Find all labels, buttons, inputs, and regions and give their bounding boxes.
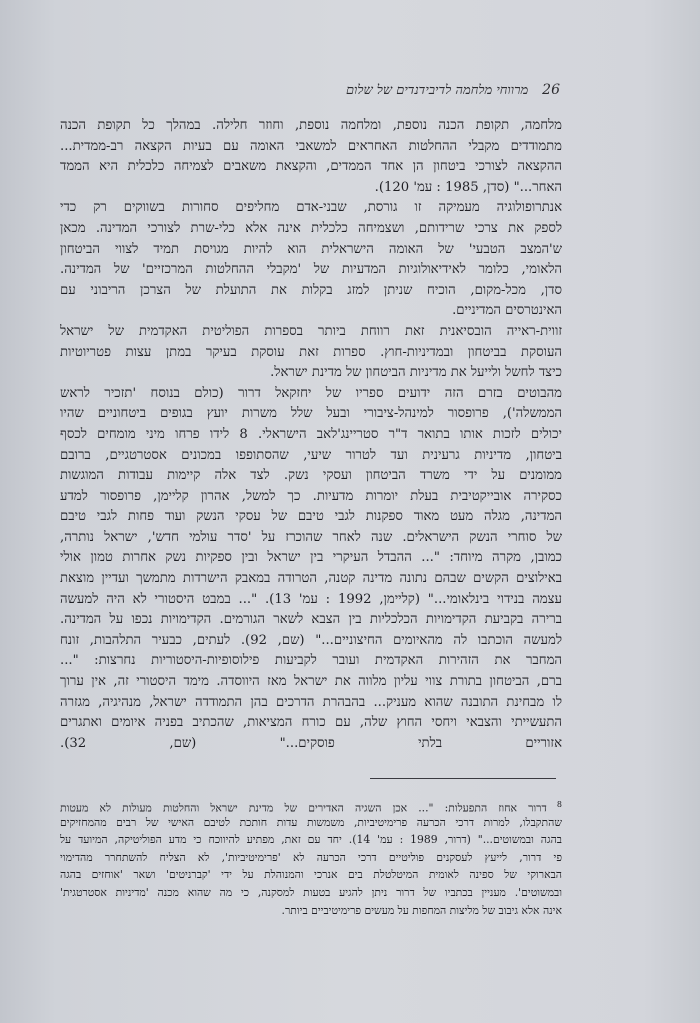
text-line: סדן, מכל-מקום, הוכיח שניתן למזג בקלות את התועלת של הצרכן הריבוני עם [60, 282, 562, 298]
footnote-line: הבארוקי של ספינה לאומית המיטלטלת בים אנרכי והמנוהלת על ידי 'קברניטים' ושאר 'אוחזים בהגה [60, 868, 562, 882]
footnote [60, 796, 562, 919]
text-line: העוסקת בביטחון ובמדיניות-חוץ. ספרות זאת עוסקת בעיקר במתן עצות פטריוטיות [60, 344, 562, 360]
text-line: מלחמה, תקופת הכנה נוספת, ומלחמה נוספת, וחוזר חלילה. במהלך כל תקופת הכנה [60, 118, 562, 133]
text-line: כסקירה אובייקטיבית בעלת יומרות מדעיות. כך למשל, אהרון קליימן, פרופסור למדע [60, 488, 562, 504]
text-line: לספק את צרכי שרידותם, ושצמיחה כלכלית אינה אלא כלי-שרת לצורכי המדינה. מכאן [60, 220, 562, 236]
footnote-line: בהגה ובמשוטים..." (דרור, 1989 : עמ' 14). יחד עם זאת, מפתיע להיווכח כי מדע הפוליטיקה, המיועד על [60, 833, 562, 847]
text-line: ההקצאה לצורכי ביטחון הן אחד הממדים, והקצאת משאבים לצמיחה כלכלית היא הממד [60, 159, 562, 175]
text-line: אנתרופולוגיה מעמיקה זו גורסת, שבני-אדם מחליפים סחורות בשווקים רק כדי [60, 200, 562, 216]
body-text [60, 116, 562, 754]
text-line: של סוחרי הנשק הישראלים. שנה לאחר שהוכרז על 'סדר עולמי חדש', ישראל נותרה, [60, 529, 562, 545]
text-line: זווית-ראייה הובסיאנית זאת רווחת ביותר בספרות הפוליטית האקדמית של ישראל [60, 323, 562, 339]
text-line: ברם, הביטחון בתורת צווי עליון מלווה את ישראל מאז היווסדה. מימד היסטורי זה, אין ערוך [60, 674, 562, 690]
text-line: מתמודדים מקבלי ההחלטות האחראים למשאבי האומה עם בעיות הקצאה רב-ממדית... [60, 138, 562, 154]
text-line: האינטרסים המדיניים. [452, 303, 562, 319]
text-line: עצמה בנידוי בינלאומי..." (קליימן, 1992 : עמ' 13). "... במבט היסטורי לא היה למעשה [60, 591, 562, 607]
footnote-line: פי דרור, לייעץ לעסקנים פוליטיים דרכי הכרעה לא 'פרימיטיביות', לא הצליח להשתחרר מהדימוי [60, 850, 562, 864]
text-line: מהבוטים בזרם הזה ידועים ספריו של יחזקאל דרור (כולם בנוסח 'תזכיר לראש [60, 385, 562, 401]
text-line: ביטחון, מדיניות גרעינית ועד לטרור שיעי, שהסתופפו במכונים אסטרטגיים, ברובם [60, 447, 562, 463]
text-line: הלאומי, כלומר לאידיאולוגיות המדעיות של 'מקבלי ההחלטות המרכזיים' של המדינה. [60, 262, 562, 278]
footnote-line: ובמשוטים'. מעניין בכתביו של דרור ניתן להגיע בטעות למסקנה, כי מה שהוא מכנה 'מדיניות אסטרטגית' [60, 885, 562, 899]
text-line: ש'המצב הטבעי' של האומה הישראלית הוא להיות מגויסת תמיד לצווי הביטחון [60, 241, 562, 257]
footnote-separator [370, 778, 556, 779]
text-line: באילוצים הקשים שבהם נתונה מדינה קטנה, הטרודה במאבק הישרדות מתמשך ועדיין מוצאת [60, 571, 562, 587]
text-line: למעשה הוכתבו לה מהאיומים החיצוניים..." (שם, 92). לעתים, כבעיר התלהבות, זונח [60, 632, 562, 648]
page-number: 26 [542, 82, 560, 98]
text-line: ברירה בקביעת הקדימויות הכלכליות בין הצבא לשאר הגורמים. הקדימויות נכפו על המדינה. [60, 612, 562, 628]
text-line: התעשייתי והצבאי ויחסי החוץ שלה, עם כורח המציאות, שהכתיב בפניה איומים ואתגרים [60, 715, 562, 731]
text-line: כיצד לחשל ולייעל את מדיניות הביטחון של מדינת ישראל. [270, 365, 562, 381]
text-line: הממשלה'), פרופסור למינהל-ציבורי ובעל שלל משרות יועץ בגופים ביטחוניים שהיו [60, 406, 562, 422]
text-line: האחר..." (סדן, 1985 : עמ' 120). [374, 179, 562, 195]
text-line: המדינה, מגלה מעט מאוד ספקנות לגבי טיבם של עסקי הנשק ועוד פחות לגבי טיבם [60, 509, 562, 525]
text-line: יכולים לזכות אותו בתואר ד"ר סטריינג'לאב הישראלי. 8 לידו פרחו מיני מומחים לכסף [60, 426, 562, 442]
running-title: מרווחי מלחמה לדיבידנדים של שלום [345, 83, 529, 98]
text-line: אזוריים בלתי פוסקים..." (שם, 32). [60, 735, 562, 751]
footnote-line: אינה אלא גיבוב של מליצות המחפות על מעשים פרימיטיביים ביותר. [281, 903, 562, 917]
text-line: המחבר את הזהירות האקדמית ועובר לקביעות פילוסופיות-היסטוריות נחרצות: "... [60, 653, 562, 669]
text-line: לו מבחינת התובנה שהוא מעניק... בהבהרת הדרכים בהן התמודדה ישראל, מנהיגיה, מגזרה [60, 694, 562, 710]
text-line: ממומנים על ידי משרד הביטחון ועסקי נשק. לצד אלה קיימות עבודות המוגשות [60, 468, 562, 484]
page-header [60, 78, 560, 102]
footnote-line: שהתקבלו, למרות דרכי הכרעה פרימיטיביות, משמשות עדות חותכת לטיבם האישי של רבים מהמחזיקים [60, 815, 562, 829]
footnote-number: 8 [546, 800, 562, 809]
text-line: כמובן, מקרה מיוחד: "... ההבדל העיקרי בין ישראל ובין ספקיות נשק אחרות טמון אולי [60, 550, 562, 566]
footnote-line: $^8$ דרור אחוז התפעלות: "... אכן השגיה האדירים של מדינת ישראל והחלטות מעולות לא מעטות [60, 800, 562, 814]
